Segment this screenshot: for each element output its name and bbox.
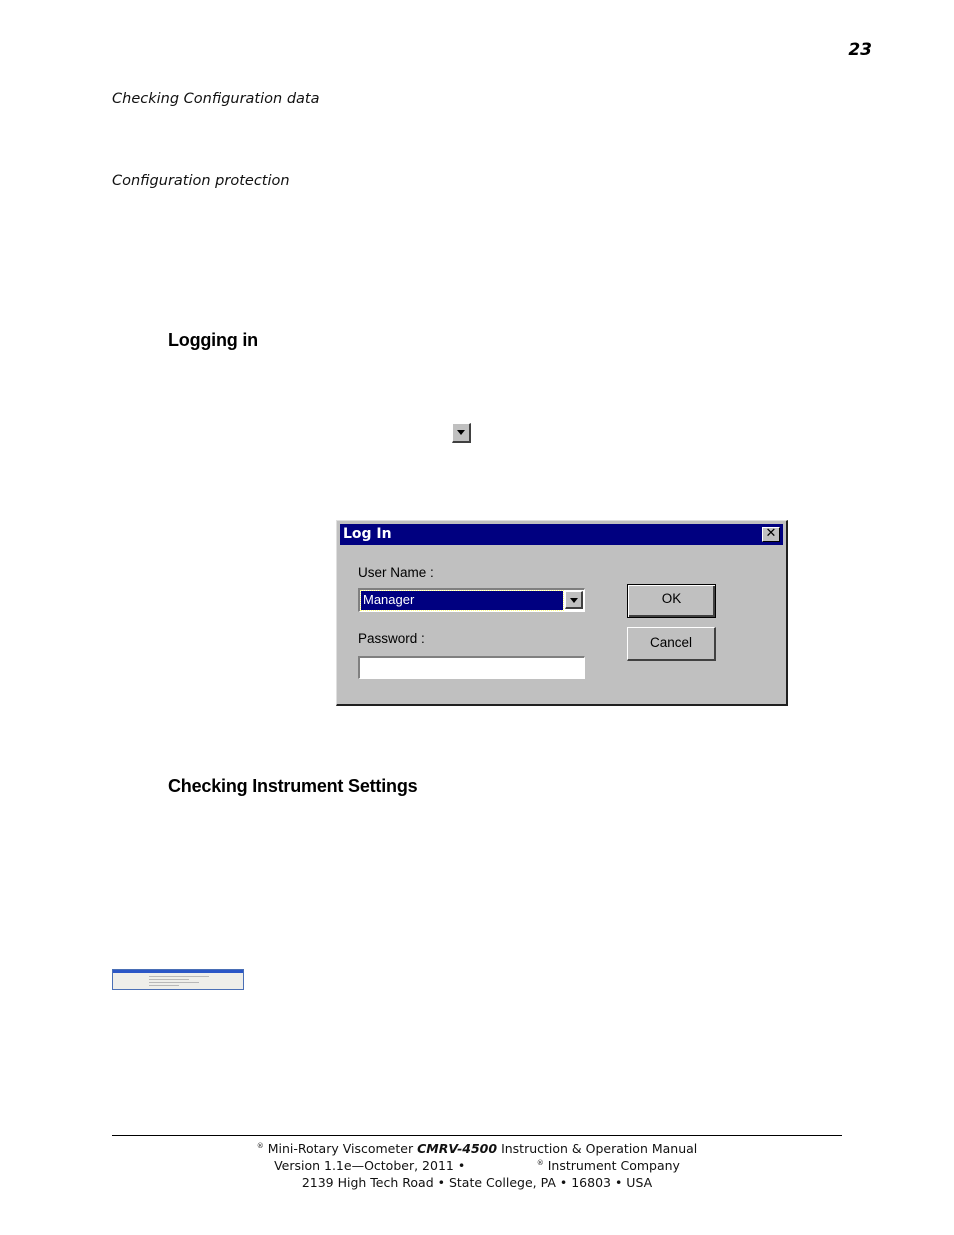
footer-line-1 xyxy=(0,1141,954,1156)
footer-rule xyxy=(112,1135,842,1136)
dropdown-arrow-icon xyxy=(452,423,471,443)
footer-version: Version 1.1e—October, 2011 • xyxy=(274,1158,466,1173)
footer-company: Instrument Company xyxy=(547,1158,680,1173)
footer-model: CMRV-4500 xyxy=(417,1141,498,1156)
heading-checking-instrument-settings: Checking Instrument Settings xyxy=(168,776,418,796)
registered-mark-2: ® xyxy=(536,1159,544,1167)
ok-button[interactable]: OK xyxy=(627,584,716,618)
cancel-button[interactable]: Cancel xyxy=(627,627,716,661)
user-name-value[interactable]: Manager xyxy=(361,591,563,610)
login-dialog xyxy=(336,520,788,706)
page-number: 23 xyxy=(848,40,872,60)
password-label: Password : xyxy=(358,631,425,646)
registered-mark: ® xyxy=(256,1142,264,1150)
heading-logging-in: Logging in xyxy=(168,330,258,350)
footer-address: 2139 High Tech Road • State College, PA • 16803 • USA xyxy=(301,1175,653,1190)
footer-line-2 xyxy=(0,1158,954,1173)
dialog-titlebar[interactable] xyxy=(340,524,783,545)
side-label-configuration-protection: Configuration protection xyxy=(112,173,290,189)
user-name-combobox[interactable] xyxy=(358,588,585,612)
chevron-down-icon[interactable] xyxy=(565,591,583,609)
close-icon[interactable]: ✕ xyxy=(762,527,780,542)
dialog-title: Log In xyxy=(343,526,392,542)
user-name-label: User Name : xyxy=(358,565,434,580)
footer-manual: Instruction & Operation Manual xyxy=(501,1141,698,1156)
settings-screenshot-thumbnail xyxy=(112,969,244,990)
side-label-checking-configuration: Checking Configuration data xyxy=(112,91,320,107)
footer-product: Mini-Rotary Viscometer xyxy=(267,1141,414,1156)
password-field[interactable] xyxy=(358,656,585,679)
